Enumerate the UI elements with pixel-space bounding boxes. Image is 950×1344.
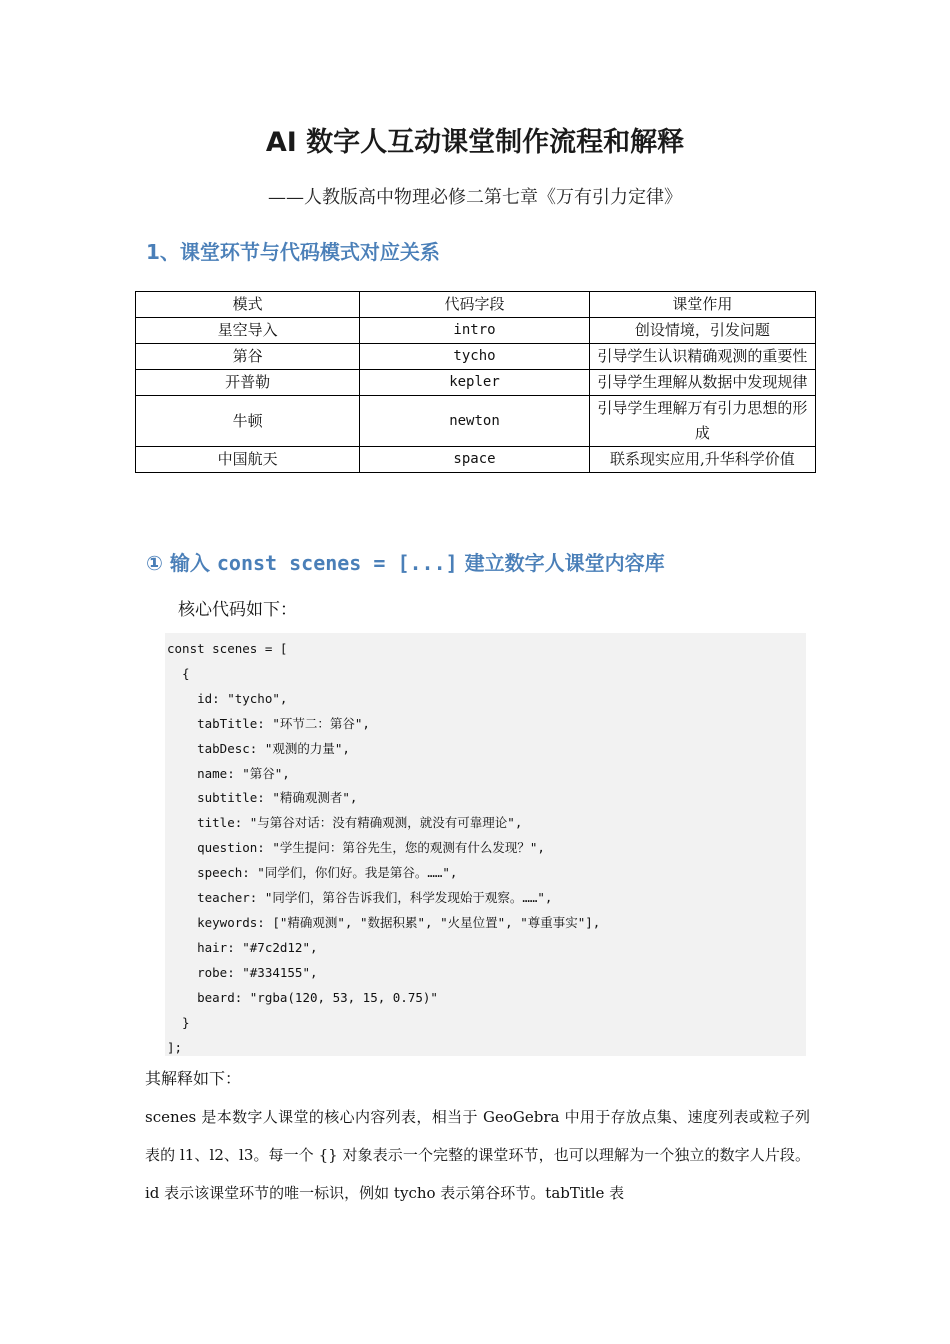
explanation-paragraph: scenes 是本数字人课堂的核心内容列表，相当于 GeoGebra 中用于存放点集、速度列表或粒子列表的 l1、l2、l3。每一个 {} 对象表示一个完整的课堂环节，也可以理解为一个独立的数字人片段。id 表示该课堂环节的唯一标识，例如 tycho 表示第谷环节。tabTitle 表: [145, 1108, 810, 1202]
table-cell-code: kepler: [360, 370, 589, 396]
table-cell-mode: 牛顿: [136, 396, 360, 447]
table-row: [136, 318, 816, 344]
table-row: [136, 344, 816, 370]
table-cell-code: space: [360, 447, 589, 473]
code-text: const scenes = [ { id: "tycho", tabTitle: "环节二：第谷", tabDesc: "观测的力量", name: "第谷", subtitle: "精确观测者", title: "与第谷对话：没有精确观测，就没有可靠理论", question: "学生提问：第谷先生，您的观测有什么发现？", speech: "同学们，你们好。我是第谷。……", teacher: "同学们，第谷告诉我们，科学发现始于观察。……", keywords: ["精确观测", "数据积累", "火星位置", "尊重事实"], hair: "#7c2d12", robe: "#334155", beard: "rgba(120, 53, 15, 0.75)" } ];: [167, 641, 601, 1055]
table-cell-mode: 第谷: [136, 344, 360, 370]
section-heading-2-prefix: ① 输入: [146, 551, 217, 575]
table-header-mode: 模式: [136, 292, 360, 318]
table-cell-mode: 中国航天: [136, 447, 360, 473]
table-cell-mode: 星空导入: [136, 318, 360, 344]
table-row: [136, 396, 816, 447]
page-title: AI 数字人互动课堂制作流程和解释: [265, 127, 685, 158]
section-heading-2: [146, 547, 665, 576]
table-cell-code: intro: [360, 318, 589, 344]
explanation-heading: 其解释如下：: [145, 1069, 242, 1088]
code-block: [165, 633, 806, 1056]
section-heading-2-suffix: 建立数字人课堂内容库: [457, 551, 665, 575]
table-cell-code: newton: [360, 396, 589, 447]
page-subtitle: ——人教版高中物理必修二第七章《万有引力定律》: [268, 187, 682, 208]
table-cell-role: 引导学生认识精确观测的重要性: [589, 344, 815, 370]
table-row: [136, 447, 816, 473]
mode-mapping-table: [135, 291, 816, 473]
table-cell-code: tycho: [360, 344, 589, 370]
table-header-row: [136, 292, 816, 318]
table-cell-role: 引导学生理解万有引力思想的形成: [589, 396, 815, 447]
table-header-code: 代码字段: [360, 292, 589, 318]
table-row: [136, 370, 816, 396]
table-cell-role: 联系现实应用,升华科学价值: [589, 447, 815, 473]
section-heading-1: 1、课堂环节与代码模式对应关系: [146, 240, 440, 264]
table-cell-mode: 开普勒: [136, 370, 360, 396]
table-cell-role: 创设情境，引发问题: [589, 318, 815, 344]
table-cell-role: 引导学生理解从数据中发现规律: [589, 370, 815, 396]
core-code-label: 核心代码如下：: [178, 600, 297, 620]
section-heading-2-code: const scenes = [...]: [216, 551, 458, 575]
table-header-role: 课堂作用: [589, 292, 815, 318]
